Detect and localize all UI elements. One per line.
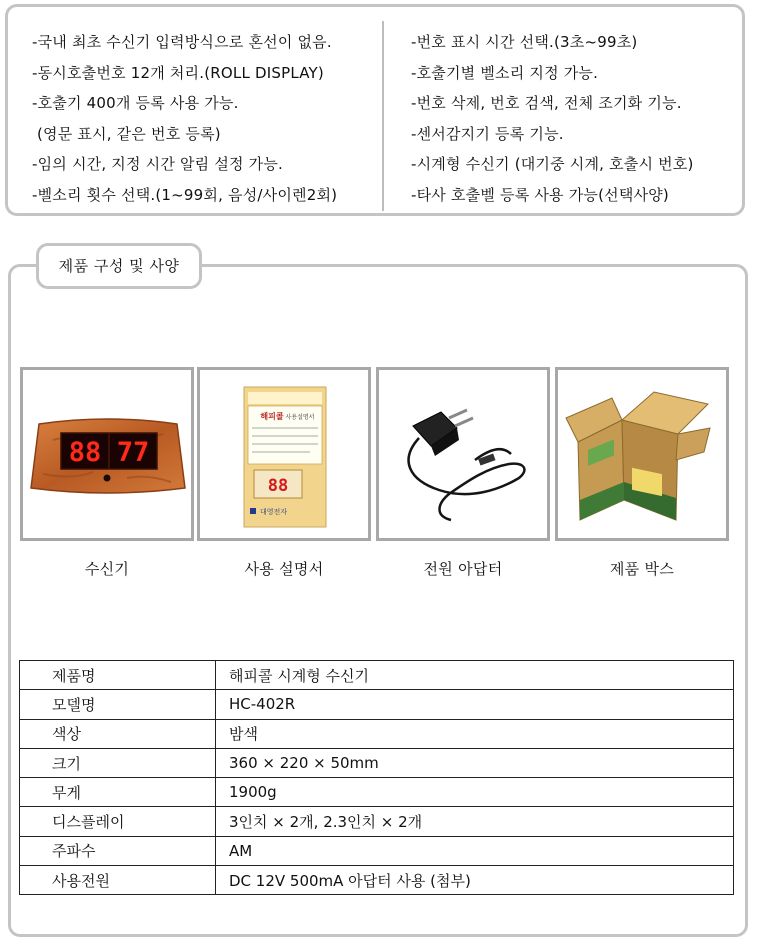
receiver-image <box>23 370 191 538</box>
box-photo <box>555 367 729 541</box>
specs-table <box>19 660 734 895</box>
table-row <box>20 836 734 865</box>
section-title: 제품 구성 및 사양 <box>36 243 202 289</box>
table-row <box>20 807 734 836</box>
table-row <box>20 661 734 690</box>
spec-label: 주파수 <box>20 836 216 865</box>
table-row <box>20 748 734 777</box>
box-caption: 제품 박스 <box>609 560 675 578</box>
receiver-photo <box>20 367 194 541</box>
receiver-display-left: 88 <box>68 437 102 468</box>
spec-value: 360 × 220 × 50mm <box>216 748 734 777</box>
feature-item: -호출기 400개 등록 사용 가능. <box>32 94 239 112</box>
manual-image <box>200 370 368 538</box>
receiver-display-right: 77 <box>116 437 150 468</box>
spec-label: 사용전원 <box>20 866 216 895</box>
features-divider <box>382 21 384 211</box>
spec-label: 디스플레이 <box>20 807 216 836</box>
spec-value: 해피콜 시계형 수신기 <box>216 661 734 690</box>
feature-item: -타사 호출벨 등록 사용 가능(선택사양) <box>411 185 669 204</box>
manual-photo <box>197 367 371 541</box>
manual-caption: 사용 설명서 <box>244 560 324 578</box>
manual-title: 해피콜 <box>260 412 284 421</box>
spec-label: 색상 <box>20 719 216 748</box>
spec-label: 크기 <box>20 748 216 777</box>
features-left-column <box>32 27 337 210</box>
features-right-column <box>411 27 694 210</box>
feature-item: -센서감지기 등록 기능. <box>411 124 564 143</box>
spec-value: 밤색 <box>216 719 734 748</box>
adapter-image <box>379 370 547 538</box>
adapter-caption: 전원 아답터 <box>423 560 503 578</box>
manual-display: 88 <box>267 476 289 496</box>
feature-item: -동시호출번호 12개 처리.(ROLL DISPLAY) <box>32 63 324 82</box>
manual-brand: 대영전자 <box>260 508 288 516</box>
spec-label: 모델명 <box>20 690 216 719</box>
adapter-photo <box>376 367 550 541</box>
spec-value: 3인치 × 2개, 2.3인치 × 2개 <box>216 807 734 836</box>
feature-item: -시계형 수신기 (대기중 시계, 호출시 번호) <box>411 155 694 173</box>
spec-value: AM <box>216 836 734 865</box>
feature-item: -국내 최초 수신기 입력방식으로 혼선이 없음. <box>32 33 332 51</box>
feature-item: -벨소리 횟수 선택.(1~99회, 음성/사이렌2회) <box>32 185 338 204</box>
spec-value: HC-402R <box>216 690 734 719</box>
spec-value: 1900g <box>216 778 734 807</box>
receiver-caption: 수신기 <box>84 560 130 578</box>
manual-subtitle: 사용설명서 <box>285 414 315 421</box>
table-row <box>20 866 734 895</box>
feature-item: (영문 표시, 같은 번호 등록) <box>32 124 221 143</box>
spec-value: DC 12V 500mA 아답터 사용 (첨부) <box>216 866 734 895</box>
feature-item: -번호 표시 시간 선택.(3초~99초) <box>411 33 638 51</box>
features-box <box>5 4 745 216</box>
table-row <box>20 719 734 748</box>
spec-label: 제품명 <box>20 661 216 690</box>
box-image <box>558 370 726 538</box>
feature-item: -번호 삭제, 번호 검색, 전체 조기화 기능. <box>411 94 682 112</box>
feature-item: -호출기별 벨소리 지정 가능. <box>411 63 599 82</box>
table-row <box>20 778 734 807</box>
spec-label: 무게 <box>20 778 216 807</box>
table-row <box>20 690 734 719</box>
feature-item: -임의 시간, 지정 시간 알림 설정 가능. <box>32 155 284 173</box>
